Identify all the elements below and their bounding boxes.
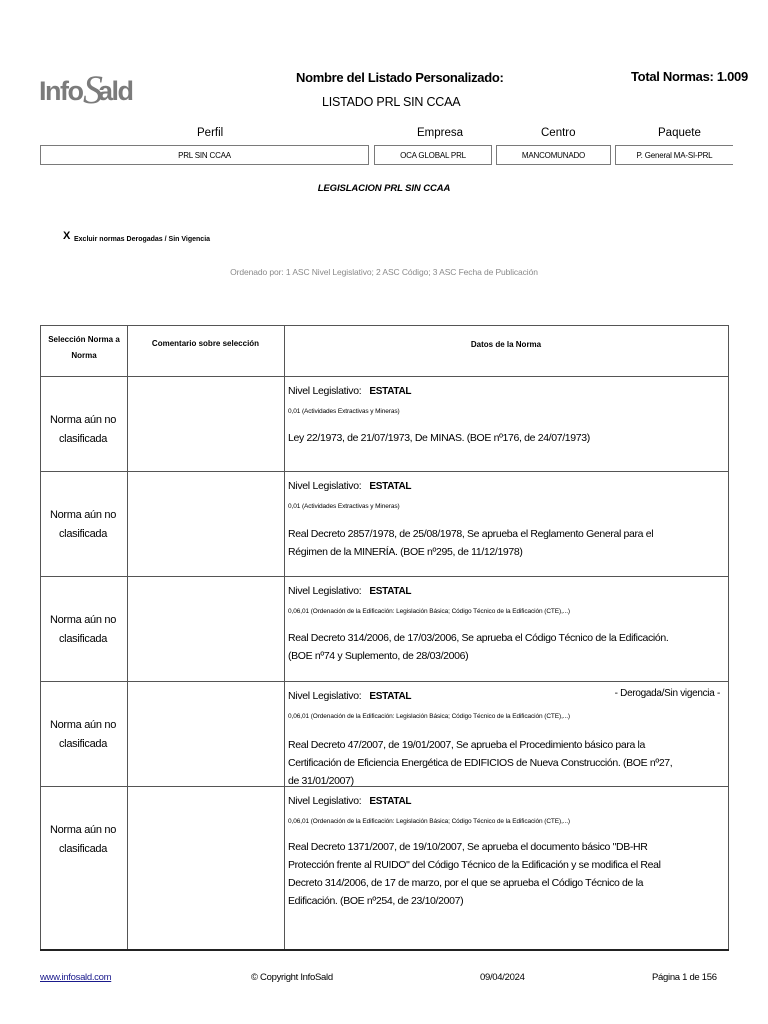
norma-description: Real Decreto 2857/1978, de 25/08/1978, Se aprueba el Reglamento General para el Régimen de la MINERÍA. (BOE nº295, de 11/12/1978) xyxy=(288,528,654,558)
centro-label: Centro xyxy=(541,127,576,139)
nivel-legislativo xyxy=(288,480,411,492)
svg-text:ald: ald xyxy=(98,76,133,106)
nivel-label: Nivel Legislativo: xyxy=(288,795,362,807)
nivel-legislativo xyxy=(288,385,411,397)
norma-description: Real Decreto 314/2006, de 17/03/2006, Se aprueba el Código Técnico de la Edificación. (BOE nº74 y Suplemento, de 28/03/2006) xyxy=(288,632,669,662)
nivel-legislativo xyxy=(288,690,411,702)
row-selection-status xyxy=(40,716,126,754)
norma-code: 0,01 (Actividades Extractivas y Mineras) xyxy=(288,408,400,415)
perfil-value: PRL SIN CCAA xyxy=(40,145,369,165)
header-datos: Datos de la Norma xyxy=(470,340,542,349)
paquete-label: Paquete xyxy=(658,127,701,139)
nivel-value: ESTATAL xyxy=(369,386,412,397)
perfil-label: Perfil xyxy=(197,127,224,139)
norma-description: Real Decreto 47/2007, de 19/01/2007, Se aprueba el Procedimiento básico para la Certificación de Eficiencia Energética de EDIFICIOS de Nueva Construcción. (BOE nº27, de 31/01/2007) xyxy=(288,739,673,787)
row-selection-status xyxy=(40,411,126,449)
infosald-logo xyxy=(38,58,133,112)
legislacion-heading: LEGISLACION PRL SIN CCAA xyxy=(317,183,451,194)
row-selection-status xyxy=(40,506,126,544)
empresa-label: Empresa xyxy=(417,127,464,139)
selection-line2: clasificada xyxy=(58,633,108,645)
selection-line1: Norma aún no xyxy=(49,824,117,836)
page-number: Página 1 de 156 xyxy=(652,972,717,983)
norma-code: 0,06,01 (Ordenación de la Edificación: Legislación Básica; Código Técnico de la Edificación (CTE),...) xyxy=(288,608,570,615)
list-name: LISTADO PRL SIN CCAA xyxy=(322,95,461,109)
website-link[interactable]: www.infosald.com xyxy=(40,972,112,983)
nivel-value: ESTATAL xyxy=(369,586,412,597)
nivel-legislativo xyxy=(288,585,411,597)
norma-code: 0,01 (Actividades Extractivas y Mineras) xyxy=(288,503,400,510)
paquete-value: P. General MA-SI-PRL xyxy=(615,145,733,165)
copyright-text: © Copyright InfoSald xyxy=(251,972,333,983)
nivel-label: Nivel Legislativo: xyxy=(288,480,362,492)
order-description: Ordenado por: 1 ASC Nivel Legislativo; 2 ASC Código; 3 ASC Fecha de Publicación xyxy=(230,267,538,277)
header-seleccion-line1: Selección Norma a xyxy=(48,335,120,344)
exclude-checkbox: X xyxy=(63,230,71,242)
selection-line1: Norma aún no xyxy=(49,414,117,426)
norma-description: Real Decreto 1371/2007, de 19/10/2007, Se aprueba el documento básico "DB-HR Protección frente al RUIDO" del Código Técnico de la Edificación y se modifica el Real Decreto 314/2006, de 17 de marzo, por el que se aprueba el Código Técnico de la Edificación. (BOE nº254, de 23/10/2007) xyxy=(288,841,661,907)
selection-line2: clasificada xyxy=(58,843,108,855)
nivel-label: Nivel Legislativo: xyxy=(288,690,362,702)
selection-line2: clasificada xyxy=(58,528,108,540)
nivel-legislativo xyxy=(288,795,411,807)
norma-code: 0,06,01 (Ordenación de la Edificación: Legislación Básica; Código Técnico de la Edificación (CTE),...) xyxy=(288,713,570,720)
header-comentario: Comentario sobre selección xyxy=(151,339,260,348)
total-normas: Total Normas: 1.009 xyxy=(631,69,748,84)
svg-text:Info: Info xyxy=(39,76,83,106)
selection-line2: clasificada xyxy=(58,738,108,750)
nivel-value: ESTATAL xyxy=(369,796,412,807)
norma-code: 0,06,01 (Ordenación de la Edificación: Legislación Básica; Código Técnico de la Edificación (CTE),...) xyxy=(288,818,570,825)
row-selection-status xyxy=(40,611,126,649)
empresa-value: OCA GLOBAL PRL xyxy=(374,145,492,165)
list-title-label: Nombre del Listado Personalizado: xyxy=(296,70,504,85)
centro-value: MANCOMUNADO xyxy=(496,145,611,165)
selection-line1: Norma aún no xyxy=(49,509,117,521)
nivel-label: Nivel Legislativo: xyxy=(288,585,362,597)
footer-date: 09/04/2024 xyxy=(480,972,525,983)
nivel-label: Nivel Legislativo: xyxy=(288,385,362,397)
row-selection-status xyxy=(40,821,126,859)
nivel-value: ESTATAL xyxy=(369,691,412,702)
selection-line2: clasificada xyxy=(58,433,108,445)
norma-description: Ley 22/1973, de 21/07/1973, De MINAS. (BOE nº176, de 24/07/1973) xyxy=(288,432,590,444)
nivel-value: ESTATAL xyxy=(369,481,412,492)
header-seleccion xyxy=(41,332,127,364)
selection-line1: Norma aún no xyxy=(49,614,117,626)
header-seleccion-line2: Norma xyxy=(71,351,97,360)
svg-text:S: S xyxy=(83,67,103,112)
selection-line1: Norma aún no xyxy=(49,719,117,731)
derogada-badge: - Derogada/Sin vigencia - xyxy=(614,688,720,699)
exclude-label: Excluir normas Derogadas / Sin Vigencia xyxy=(74,236,211,243)
